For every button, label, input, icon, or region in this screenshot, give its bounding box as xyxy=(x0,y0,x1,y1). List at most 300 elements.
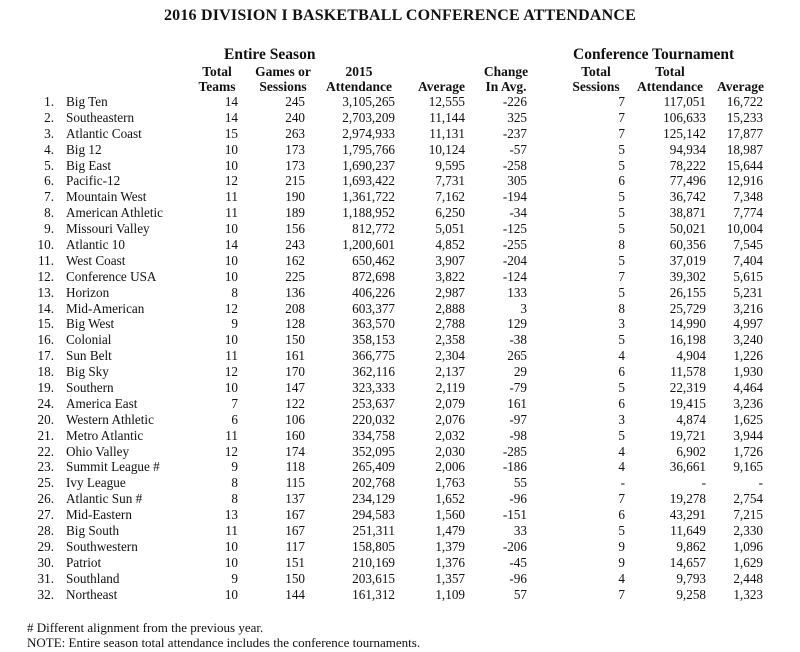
average-cell: 2,076 xyxy=(435,411,465,427)
rank-cell: 7. xyxy=(44,189,54,205)
tournament-attendance-cell: 11,649 xyxy=(670,523,706,539)
average-cell: 2,788 xyxy=(435,316,465,332)
tournament-average-cell: 1,625 xyxy=(733,411,763,427)
average-cell: 1,376 xyxy=(435,554,465,570)
tournament-sessions-cell: 9 xyxy=(618,554,625,570)
table-row xyxy=(0,507,800,523)
attendance-cell: 234,129 xyxy=(352,491,395,507)
average-cell: 4,852 xyxy=(435,237,465,253)
attendance-cell: 1,690,237 xyxy=(342,157,395,173)
table-row xyxy=(0,205,800,221)
change-cell: 325 xyxy=(507,109,527,125)
rank-cell: 1. xyxy=(44,94,54,109)
table-row xyxy=(0,253,800,269)
change-cell: -204 xyxy=(502,252,527,268)
conference-name: Big Sky xyxy=(66,364,109,380)
attendance-cell: 352,095 xyxy=(352,443,395,459)
conference-name: Big South xyxy=(66,523,120,539)
table-row xyxy=(0,555,800,571)
tournament-attendance-cell: 125,142 xyxy=(663,125,706,141)
tournament-sessions-cell: 8 xyxy=(618,237,625,253)
tournament-sessions-cell: 7 xyxy=(618,125,625,141)
tournament-sessions-cell: 6 xyxy=(618,364,625,380)
rank-cell: 20. xyxy=(37,411,54,427)
conference-name: Colonial xyxy=(66,332,112,348)
conference-name: Pacific-12 xyxy=(66,173,121,189)
change-cell: -237 xyxy=(502,125,527,141)
games-sessions-cell: 137 xyxy=(285,491,305,507)
conference-name: Big West xyxy=(66,316,115,332)
tournament-average-cell: 12,916 xyxy=(726,173,763,189)
tournament-average-cell: 2,330 xyxy=(733,523,763,539)
conference-name: Missouri Valley xyxy=(66,221,150,237)
rank-cell: 27. xyxy=(37,507,54,523)
tournament-average-cell: 5,615 xyxy=(733,268,763,284)
attendance-cell: 323,333 xyxy=(352,380,395,396)
total-teams-cell: 12 xyxy=(224,364,238,380)
tournament-sessions-cell: 5 xyxy=(618,157,625,173)
tournament-average-cell: 1,930 xyxy=(733,364,763,380)
change-cell: -96 xyxy=(509,570,527,586)
attendance-cell: 366,775 xyxy=(352,348,395,364)
total-teams-cell: 10 xyxy=(224,586,238,602)
average-cell: 1,109 xyxy=(435,586,465,602)
total-teams-cell: 10 xyxy=(224,252,238,268)
tournament-average-cell: 5,231 xyxy=(733,284,763,300)
tournament-average-cell: 18,987 xyxy=(726,141,763,157)
table-row xyxy=(0,316,800,332)
rank-cell: 13. xyxy=(37,284,54,300)
tournament-attendance-cell: 77,496 xyxy=(669,173,706,189)
total-teams-cell: 12 xyxy=(224,173,238,189)
table-row xyxy=(0,158,800,174)
tournament-attendance-cell: 50,021 xyxy=(669,221,706,237)
rank-cell: 19. xyxy=(37,380,54,396)
tournament-sessions-cell: 7 xyxy=(618,586,625,602)
tournament-sessions-cell: 4 xyxy=(618,459,625,475)
total-teams-cell: 8 xyxy=(231,475,238,491)
rank-cell: 8. xyxy=(44,205,54,221)
rank-cell: 3. xyxy=(44,125,54,141)
tournament-average-cell: 3,944 xyxy=(733,427,763,443)
change-cell: 265 xyxy=(507,348,527,364)
rank-cell: 15. xyxy=(37,316,54,332)
rank-cell: 2. xyxy=(44,109,54,125)
games-sessions-cell: 225 xyxy=(285,268,305,284)
tournament-sessions-cell: 3 xyxy=(618,411,625,427)
total-teams-cell: 11 xyxy=(225,348,238,364)
change-cell: -255 xyxy=(502,237,527,253)
tournament-sessions-cell: 5 xyxy=(618,332,625,348)
tournament-average-cell: 7,215 xyxy=(733,507,763,523)
tournament-average-cell: 7,545 xyxy=(733,237,763,253)
conference-name: Southland xyxy=(66,570,120,586)
average-cell: 1,560 xyxy=(435,507,465,523)
rank-cell: 11. xyxy=(38,252,54,268)
conference-name: Mid-Eastern xyxy=(66,507,132,523)
change-cell: 3 xyxy=(520,300,527,316)
tournament-attendance-cell: 14,657 xyxy=(669,554,706,570)
header-total-teams: Total Teams xyxy=(198,64,236,94)
total-teams-cell: 8 xyxy=(231,491,238,507)
header-tournament-attendance: Total Attendance xyxy=(637,64,703,94)
change-cell: 129 xyxy=(507,316,527,332)
change-cell: -151 xyxy=(502,507,527,523)
total-teams-cell: 10 xyxy=(224,221,238,237)
average-cell: 3,907 xyxy=(435,252,465,268)
rank-cell: 32. xyxy=(37,586,54,602)
tournament-average-cell: 15,644 xyxy=(726,157,763,173)
rank-cell: 18. xyxy=(37,364,54,380)
table-row xyxy=(0,539,800,555)
conference-name: Sun Belt xyxy=(66,348,112,364)
conference-name: Northeast xyxy=(66,586,118,602)
section-entire-season: Entire Season xyxy=(224,46,316,63)
tournament-average-cell: 4,997 xyxy=(733,316,763,332)
rank-cell: 28. xyxy=(37,523,54,539)
games-sessions-cell: 245 xyxy=(285,94,305,109)
page-title: 2016 DIVISION I BASKETBALL CONFERENCE ATTENDANCE xyxy=(163,7,637,24)
header-tournament-sessions: Total Sessions xyxy=(572,64,620,94)
attendance-table xyxy=(0,94,800,603)
total-teams-cell: 10 xyxy=(224,538,238,554)
tournament-attendance-cell: 106,633 xyxy=(663,109,706,125)
games-sessions-cell: 161 xyxy=(285,348,305,364)
change-cell: 29 xyxy=(513,364,527,380)
tournament-sessions-cell: 4 xyxy=(618,443,625,459)
change-cell: -98 xyxy=(509,427,527,443)
attendance-cell: 1,361,722 xyxy=(342,189,395,205)
tournament-sessions-cell: 5 xyxy=(618,523,625,539)
tournament-attendance-cell: 19,415 xyxy=(669,395,706,411)
tournament-average-cell: - xyxy=(758,475,763,491)
total-teams-cell: 10 xyxy=(224,268,238,284)
tournament-sessions-cell: 6 xyxy=(618,173,625,189)
tournament-attendance-cell: 9,862 xyxy=(676,538,706,554)
tournament-average-cell: 7,774 xyxy=(733,205,763,221)
games-sessions-cell: 115 xyxy=(285,475,305,491)
games-sessions-cell: 128 xyxy=(285,316,305,332)
average-cell: 2,987 xyxy=(435,284,465,300)
games-sessions-cell: 151 xyxy=(285,554,305,570)
games-sessions-cell: 150 xyxy=(285,332,305,348)
average-cell: 2,030 xyxy=(435,443,465,459)
change-cell: -38 xyxy=(509,332,527,348)
tournament-sessions-cell: 6 xyxy=(618,507,625,523)
total-teams-cell: 9 xyxy=(231,316,238,332)
conference-name: Southern xyxy=(66,380,114,396)
total-teams-cell: 7 xyxy=(231,395,238,411)
average-cell: 5,051 xyxy=(435,221,465,237)
table-row xyxy=(0,126,800,142)
attendance-cell: 161,312 xyxy=(352,586,395,602)
header-tournament-average: Average xyxy=(717,79,764,94)
attendance-cell: 1,200,601 xyxy=(342,237,395,253)
header-games-sessions: Games or Sessions xyxy=(255,64,311,94)
games-sessions-cell: 208 xyxy=(285,300,305,316)
table-row xyxy=(0,173,800,189)
conference-name: Atlantic Coast xyxy=(66,125,142,141)
conference-name: Big 12 xyxy=(66,141,102,157)
total-teams-cell: 13 xyxy=(224,507,238,523)
attendance-cell: 3,105,265 xyxy=(342,94,395,109)
rank-cell: 17. xyxy=(37,348,54,364)
change-cell: 133 xyxy=(507,284,527,300)
tournament-sessions-cell: 7 xyxy=(618,491,625,507)
total-teams-cell: 10 xyxy=(224,554,238,570)
average-cell: 3,822 xyxy=(435,268,465,284)
conference-name: Summit League # xyxy=(66,459,160,475)
tournament-sessions-cell: 5 xyxy=(618,380,625,396)
table-row xyxy=(0,491,800,507)
average-cell: 9,595 xyxy=(435,157,465,173)
rank-cell: 22. xyxy=(37,443,54,459)
change-cell: 305 xyxy=(507,173,527,189)
tournament-attendance-cell: 36,661 xyxy=(669,459,706,475)
conference-name: Mid-American xyxy=(66,300,145,316)
attendance-cell: 253,637 xyxy=(352,395,395,411)
change-cell: -226 xyxy=(502,94,527,109)
tournament-average-cell: 10,004 xyxy=(726,221,763,237)
tournament-average-cell: 3,236 xyxy=(733,395,763,411)
average-cell: 2,358 xyxy=(435,332,465,348)
attendance-cell: 1,188,952 xyxy=(342,205,395,221)
conference-name: American Athletic xyxy=(66,205,164,221)
table-row xyxy=(0,571,800,587)
total-teams-cell: 14 xyxy=(224,94,238,109)
attendance-cell: 2,703,209 xyxy=(342,109,395,125)
tournament-average-cell: 1,226 xyxy=(733,348,763,364)
games-sessions-cell: 147 xyxy=(285,380,305,396)
change-cell: -79 xyxy=(509,380,527,396)
change-cell: 57 xyxy=(513,586,527,602)
section-conference-tournament: Conference Tournament xyxy=(573,46,735,63)
tournament-average-cell: 17,877 xyxy=(726,125,763,141)
tournament-sessions-cell: 3 xyxy=(618,316,625,332)
attendance-cell: 210,169 xyxy=(352,554,395,570)
table-row xyxy=(0,523,800,539)
conference-name: Western Athletic xyxy=(66,411,154,427)
tournament-attendance-cell: 94,934 xyxy=(669,141,706,157)
conference-name: Metro Atlantic xyxy=(66,427,144,443)
tournament-attendance-cell: 9,258 xyxy=(676,586,706,602)
rank-cell: 5. xyxy=(44,157,54,173)
change-cell: 33 xyxy=(513,523,527,539)
tournament-attendance-cell: 78,222 xyxy=(669,157,706,173)
rank-cell: 6. xyxy=(44,173,54,189)
tournament-sessions-cell: 8 xyxy=(618,300,625,316)
total-teams-cell: 15 xyxy=(224,125,238,141)
rank-cell: 9. xyxy=(44,221,54,237)
rank-cell: 12. xyxy=(37,268,54,284)
table-row xyxy=(0,364,800,380)
tournament-average-cell: 1,726 xyxy=(733,443,763,459)
games-sessions-cell: 243 xyxy=(285,237,305,253)
total-teams-cell: 6 xyxy=(231,411,238,427)
tournament-average-cell: 3,240 xyxy=(733,332,763,348)
attendance-cell: 872,698 xyxy=(352,268,395,284)
attendance-cell: 812,772 xyxy=(352,221,395,237)
conference-name: America East xyxy=(66,395,138,411)
average-cell: 10,124 xyxy=(428,141,465,157)
total-teams-cell: 8 xyxy=(231,284,238,300)
change-cell: 161 xyxy=(507,395,527,411)
conference-name: Southwestern xyxy=(66,538,138,554)
games-sessions-cell: 122 xyxy=(285,395,305,411)
games-sessions-cell: 136 xyxy=(285,284,305,300)
conference-name: Ohio Valley xyxy=(66,443,130,459)
change-cell: -97 xyxy=(509,411,527,427)
conference-name: Big East xyxy=(66,157,112,173)
average-cell: 2,119 xyxy=(435,380,465,396)
average-cell: 1,357 xyxy=(435,570,465,586)
tournament-average-cell: 7,404 xyxy=(733,252,763,268)
change-cell: -285 xyxy=(502,443,527,459)
header-change-avg: Change In Avg. xyxy=(483,64,529,94)
table-row xyxy=(0,189,800,205)
attendance-cell: 334,758 xyxy=(352,427,395,443)
tournament-attendance-cell: 36,742 xyxy=(669,189,706,205)
total-teams-cell: 9 xyxy=(231,570,238,586)
attendance-cell: 203,615 xyxy=(352,570,395,586)
table-row xyxy=(0,221,800,237)
tournament-average-cell: 9,165 xyxy=(733,459,763,475)
rank-cell: 29. xyxy=(37,538,54,554)
total-teams-cell: 14 xyxy=(224,109,238,125)
conference-name: Horizon xyxy=(66,284,110,300)
tournament-sessions-cell: 5 xyxy=(618,189,625,205)
tournament-average-cell: 3,216 xyxy=(733,300,763,316)
change-cell: -186 xyxy=(502,459,527,475)
conference-name: Ivy League xyxy=(66,475,126,491)
total-teams-cell: 11 xyxy=(225,189,238,205)
footnote-total: NOTE: Entire season total attendance includes the conference tournaments. xyxy=(27,635,421,650)
rank-cell: 21. xyxy=(37,427,54,443)
attendance-cell: 650,462 xyxy=(352,252,395,268)
table-row xyxy=(0,94,800,110)
table-row xyxy=(0,587,800,603)
header-average: Average xyxy=(418,79,465,94)
games-sessions-cell: 167 xyxy=(285,523,305,539)
average-cell: 2,079 xyxy=(435,395,465,411)
tournament-sessions-cell: 5 xyxy=(618,221,625,237)
total-teams-cell: 10 xyxy=(224,380,238,396)
games-sessions-cell: 118 xyxy=(285,459,305,475)
rank-cell: 31. xyxy=(37,570,54,586)
conference-name: Southeastern xyxy=(66,109,135,125)
tournament-sessions-cell: 5 xyxy=(618,205,625,221)
attendance-cell: 1,795,766 xyxy=(342,141,395,157)
average-cell: 7,162 xyxy=(435,189,465,205)
total-teams-cell: 10 xyxy=(224,141,238,157)
games-sessions-cell: 189 xyxy=(285,205,305,221)
tournament-attendance-cell: 117,051 xyxy=(663,94,706,109)
change-cell: -124 xyxy=(502,268,527,284)
games-sessions-cell: 167 xyxy=(285,507,305,523)
footnote-alignment: # Different alignment from the previous year. xyxy=(27,620,264,635)
tournament-average-cell: 15,233 xyxy=(726,109,763,125)
tournament-sessions-cell: 5 xyxy=(618,284,625,300)
attendance-cell: 251,311 xyxy=(352,523,395,539)
table-row xyxy=(0,142,800,158)
attendance-cell: 358,153 xyxy=(352,332,395,348)
conference-name: Patriot xyxy=(66,554,102,570)
table-row xyxy=(0,301,800,317)
tournament-average-cell: 7,348 xyxy=(733,189,763,205)
conference-name: Big Ten xyxy=(66,94,108,109)
tournament-sessions-cell: 7 xyxy=(618,268,625,284)
table-row xyxy=(0,396,800,412)
tournament-attendance-cell: - xyxy=(701,475,706,491)
total-teams-cell: 11 xyxy=(225,523,238,539)
average-cell: 11,144 xyxy=(429,109,465,125)
tournament-attendance-cell: 26,155 xyxy=(669,284,706,300)
games-sessions-cell: 106 xyxy=(285,411,305,427)
table-row xyxy=(0,269,800,285)
games-sessions-cell: 240 xyxy=(285,109,305,125)
tournament-attendance-cell: 4,904 xyxy=(676,348,706,364)
tournament-attendance-cell: 60,356 xyxy=(669,237,706,253)
games-sessions-cell: 117 xyxy=(285,538,305,554)
attendance-cell: 294,583 xyxy=(352,507,395,523)
tournament-average-cell: 16,722 xyxy=(726,94,763,109)
rank-cell: 16. xyxy=(37,332,54,348)
tournament-attendance-cell: 16,198 xyxy=(669,332,706,348)
average-cell: 1,479 xyxy=(435,523,465,539)
tournament-average-cell: 2,754 xyxy=(733,491,763,507)
attendance-cell: 1,693,422 xyxy=(342,173,395,189)
games-sessions-cell: 263 xyxy=(285,125,305,141)
attendance-cell: 265,409 xyxy=(352,459,395,475)
games-sessions-cell: 160 xyxy=(285,427,305,443)
tournament-attendance-cell: 6,902 xyxy=(676,443,706,459)
attendance-cell: 202,768 xyxy=(352,475,395,491)
games-sessions-cell: 170 xyxy=(285,364,305,380)
attendance-cell: 603,377 xyxy=(352,300,395,316)
tournament-sessions-cell: 5 xyxy=(618,427,625,443)
table-row xyxy=(0,459,800,475)
tournament-sessions-cell: 7 xyxy=(618,109,625,125)
tournament-sessions-cell: - xyxy=(620,475,625,491)
attendance-cell: 406,226 xyxy=(352,284,395,300)
total-teams-cell: 11 xyxy=(225,205,238,221)
tournament-sessions-cell: 7 xyxy=(618,94,625,109)
average-cell: 12,555 xyxy=(428,94,465,109)
games-sessions-cell: 150 xyxy=(285,570,305,586)
rank-cell: 10. xyxy=(37,237,54,253)
attendance-cell: 363,570 xyxy=(352,316,395,332)
conference-name: West Coast xyxy=(66,252,126,268)
tournament-attendance-cell: 14,990 xyxy=(669,316,706,332)
change-cell: -96 xyxy=(509,491,527,507)
attendance-cell: 362,116 xyxy=(352,364,395,380)
tournament-attendance-cell: 4,874 xyxy=(676,411,706,427)
tournament-average-cell: 2,448 xyxy=(733,570,763,586)
average-cell: 1,379 xyxy=(435,538,465,554)
tournament-attendance-cell: 25,729 xyxy=(669,300,706,316)
tournament-sessions-cell: 5 xyxy=(618,141,625,157)
games-sessions-cell: 162 xyxy=(285,252,305,268)
games-sessions-cell: 156 xyxy=(285,221,305,237)
games-sessions-cell: 144 xyxy=(285,586,305,602)
table-row xyxy=(0,285,800,301)
conference-name: Mountain West xyxy=(66,189,147,205)
table-row xyxy=(0,444,800,460)
header-attendance-2015: 2015 Attendance xyxy=(326,64,392,94)
average-cell: 6,250 xyxy=(435,205,465,221)
total-teams-cell: 11 xyxy=(225,427,238,443)
change-cell: -45 xyxy=(509,554,527,570)
